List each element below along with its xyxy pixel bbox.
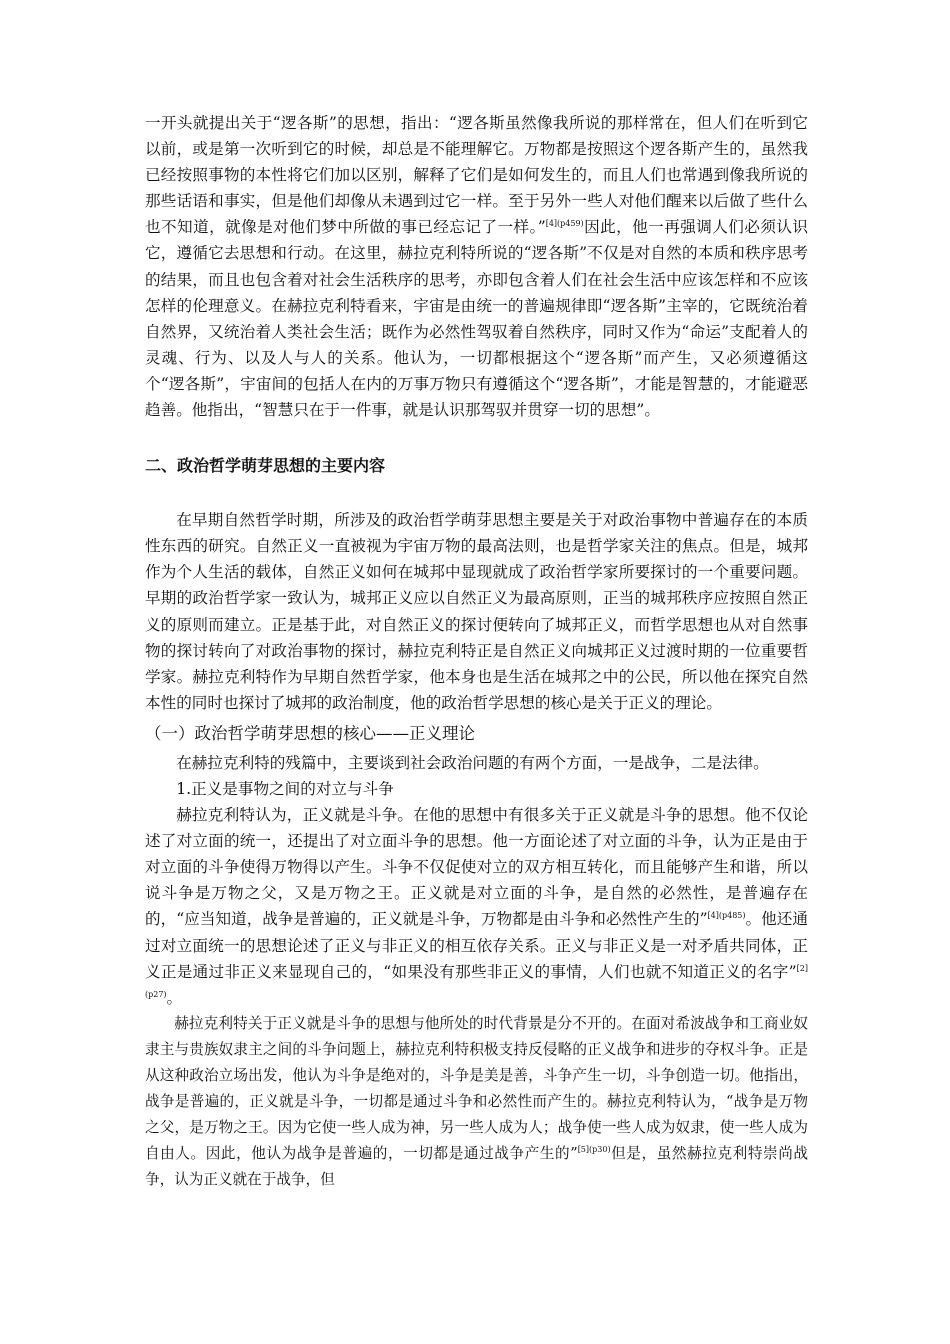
- paragraph-text: 一开头就提出关于“逻各斯”的思想，指出：“逻各斯虽然像我所说的那样常在，但人们在听到它以前，或是第一次听到它的时候，却总是不能理解它。万物都是按照这个逻各斯产生的，虽然我已经按照事物的本性将它们加以区别，解释了它们是如何发生的，而且人们也常遇到像我所说的那些话语和事实，但是他们却像从未遇到过它一样。至于另外一些人对他们醒来以后做了些什么也不知道，就像是对他们梦中所做的事已经忘记了一样。”: [145, 114, 808, 237]
- paragraph-text: 。他还通过对立面统一的思想论述了正义与非正义的相互依存关系。正义与非正义是一对矛盾共同体，正义正是通过非正义来显现自己的，“如果没有那些非正义的事情，人们也就不知道正义的名字”: [145, 910, 808, 981]
- citation: [4](p459): [545, 219, 584, 229]
- paragraph-logos: [145, 110, 808, 423]
- citation: [2](p27): [145, 963, 808, 999]
- citation: [5](p30): [577, 1145, 611, 1155]
- paragraph-text: 但是，虽然赫拉克利特崇尚战争，认为正义就在于战争，但: [145, 1145, 808, 1189]
- paragraph-justice-struggle: [145, 802, 808, 1011]
- paragraph-text: 因此，他一再强调人们必须认识它，遵循它去思想和行动。在这里，赫拉克利特所说的“逻各斯”不仅是对自然的本质和秩序思考的结果，而且也包含着对社会生活秩序的思考，亦即包含着人们在社会生活中应该怎样和不应该怎样的伦理意义。在赫拉克利特看来，宇宙是由统一的普遍规律即“逻各斯”主宰的，它既统治着自然界，又统治着人类社会生活；既作为必然性驾驭着自然秩序，同时又作为“命运”支配着人的灵魂、行为、以及人与人的关系。他认为，一切都根据这个“逻各斯”而产生，又必须遵循这个“逻各斯”，宇宙间的包括人在内的万事万物只有遵循这个“逻各斯”，才能是智慧的，才能避恶趋善。他指出，“智慧只在于一件事，就是认识那驾驭并贯穿一切的思想”。: [145, 218, 808, 420]
- paragraph-text: 赫拉克利特关于正义就是斗争的思想与他所处的时代背景是分不开的。在面对希波战争和工商业奴隶主与贵族奴隶主之间的斗争问题上，赫拉克利特积极支持反侵略的正义战争和进步的夺权斗争。正是从这种政治立场出发，他认为斗争是绝对的，斗争是美是善，斗争产生一切，斗争创造一切。他指出，战争是普遍的，正义就是斗争，一切都是通过斗争和必然性而产生的。赫拉克利特认为，“战争是万物之父，是万物之王。因为它使一些人成为神，另一些人成为人；战争使一些人成为奴隶，使一些人成为自由人。因此，他认为战争是普遍的，一切都是通过战争产生的”: [145, 1014, 808, 1163]
- citation: [4](p485): [707, 911, 746, 921]
- paragraph-text: 。: [166, 988, 183, 1007]
- numbered-heading: 1.正义是事物之间的对立与斗争: [176, 779, 394, 798]
- subsection-heading: （一）政治哲学萌芽思想的核心——正义理论: [145, 723, 475, 743]
- document-page: [145, 110, 808, 1193]
- section-heading: 二、政治哲学萌芽思想的主要内容: [145, 456, 386, 476]
- paragraph-text: 赫拉克利特认为，正义就是斗争。在他的思想中有很多关于正义就是斗争的思想。他不仅论述了对立面的统一，还提出了对立面斗争的思想。他一方面论述了对立面的斗争，认为正是由于对立面的斗争使得万物得以产生。斗争不仅促使对立的双方相互转化，而且能够产生和谐，所以说斗争是万物之父，又是万物之王。正义就是对立面的斗争，是自然的必然性，是普遍存在的，“应当知道，战争是普遍的，正义就是斗争，万物都是由斗争和必然性产生的”: [145, 806, 808, 929]
- paragraph-fragments: 在赫拉克利特的残篇中，主要谈到社会政治问题的有两个方面，一是战争，二是法律。: [176, 753, 769, 772]
- paragraph-early-philosophy: 在早期自然哲学时期，所涉及的政治哲学萌芽思想主要是关于对政治事物中普遍存在的本质性东西的研究。自然正义一直被视为宇宙万物的最高法则，也是哲学家关注的焦点。但是，城邦作为个人生活的载体，自然正义如何在城邦中显现就成了政治哲学家所要探讨的一个重要问题。早期的政治哲学家一致认为，城邦正义应以自然正义为最高原则，正当的城邦秩序应按照自然正义的原则而建立。正是基于此，对自然正义的探讨便转向了城邦正义，而哲学思想也从对自然事物的探讨转向了对政治事物的探讨，赫拉克利特正是自然正义向城邦正义过渡时期的一位重要哲学家。赫拉克利特作为早期自然哲学家，他本身也是生活在城邦之中的公民，所以他在探究自然本性的同时也探讨了城邦的政治制度，他的政治哲学思想的核心是关于正义的理论。: [145, 511, 808, 712]
- paragraph-historical-context: [145, 1011, 808, 1194]
